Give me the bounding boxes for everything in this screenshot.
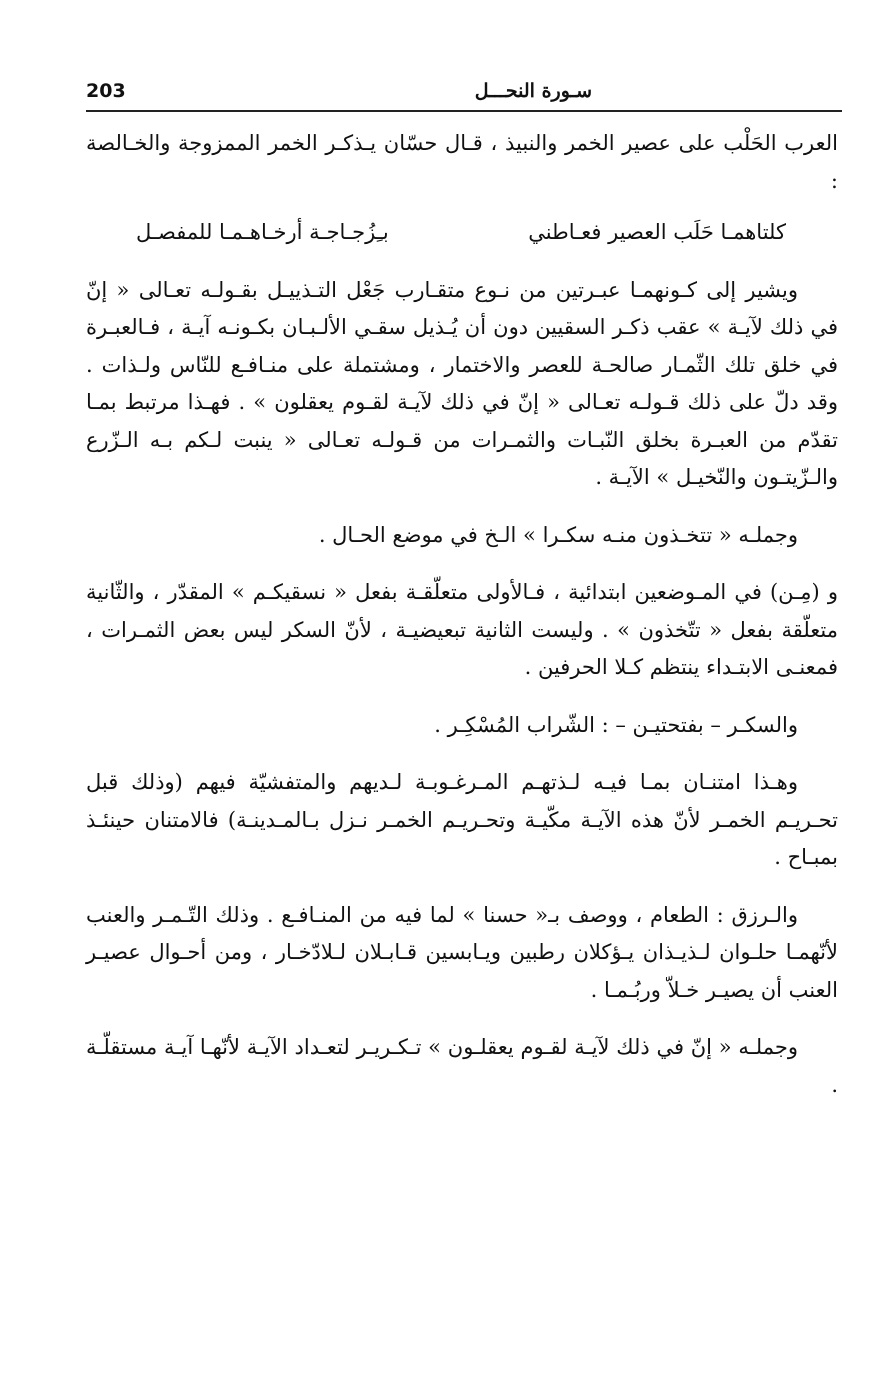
- page-header: [86, 78, 842, 112]
- page-number: 203: [86, 80, 126, 102]
- spacer: [86, 687, 838, 707]
- spacer: [86, 877, 838, 897]
- paragraph-3: وجملـه « تتخـذون منـه سكـرا » الـخ في موضع الحـال .: [318, 522, 798, 547]
- paragraph-8: وجملـه « إنّ في ذلك لآيـة لقـوم يعقلـون » تـكـريـر لتعـداد الآيـة لأنّهـا آيـة مستقلّـة .: [86, 1035, 838, 1097]
- paragraph-5: والسكـر – بفتحتيـن – : الشّراب المُسْكِـر .: [434, 712, 798, 737]
- poetry-verse: [86, 214, 838, 252]
- spacer: [86, 744, 838, 764]
- spacer: [86, 252, 838, 272]
- spacer: [86, 1009, 838, 1029]
- verse-first-hemistich: كلتاهمـا حَلَب العصير فعـاطني: [528, 220, 786, 244]
- paragraph-1: العرب الحَلْب على عصير الخمر والنبيذ ، قـال حسّان يـذكـر الخمر الممزوجة والخـالصة :: [86, 131, 838, 193]
- paragraph-4: و (مِـن) في المـوضعين ابتدائية ، فـالأولى متعلّقـة بفعل « نسقيكـم » المقدّر ، والثّانية متعلّقة بفعل « تتّخذون » . وليست الثانية تبعيضيـة ، لأنّ السكر ليس بعض الثمـرات ، فمعنـى الابتـداء ينتظم كـلا الحرفين .: [86, 580, 838, 679]
- paragraph-7: والـرزق : الطعام ، ووصف بـ« حسنا » لما فيه من المنـافـع . وذلك التّـمـر والعنب لأنّهمـا حلـوان لـذيـذان يـؤكلان رطبين ويـابسين قـابـلان لـلادّخـار ، ومن أحـوال عصيـر العنب أن يصيـر خـلاّ وربُـمـا .: [86, 902, 838, 1002]
- verse-second-hemistich: بـِزُجـاجـة أرخـاهـمـا للمفصـل: [136, 220, 389, 244]
- page-body: [86, 125, 838, 1104]
- paragraph-6: وهـذا امتنـان بمـا فيـه لـذتهـم المـرغـوبـة لـديهم والمتفشيّة فيهم (وذلك قبل تحـريـم الخمـر لأنّ هذه الآيـة مكّيـة وتحـريـم الخمـر نـزل بـالمـدينـة) فالامتنان حينئـذ بمبـاح .: [86, 770, 838, 869]
- paragraph-2: ويشير إلى كـونهمـا عبـرتين من نـوع متقـارب جَعْل التـذييـل بقـولـه تعـالى « إنّ في ذلك لآيـة » عقب ذكـر السقيين دون أن يُـذيل سقـي الألـبـان بكـونـه آيـة ، فـالعبـرة في خلق تلك الثّمـار صالحـة للعصر والاختمار ، ومشتملة على منـافـع للنّاس ولـذات . وقد دلّ على ذلك قـولـه تعـالى « إنّ في ذلك لآيـة لقـوم يعقلون » . فهـذا مرتبط بمـا تقدّم من العبـرة بخلق النّبـات والثمـرات من قـولـه تعـالى « ينبت لـكم بـه الـزّرع والـزّيتـون والنّخيـل » الآيـة .: [86, 277, 838, 489]
- running-title: سـورة النحـــل: [474, 80, 592, 102]
- header-rule: [86, 110, 842, 112]
- spacer: [86, 554, 838, 574]
- spacer: [86, 497, 838, 517]
